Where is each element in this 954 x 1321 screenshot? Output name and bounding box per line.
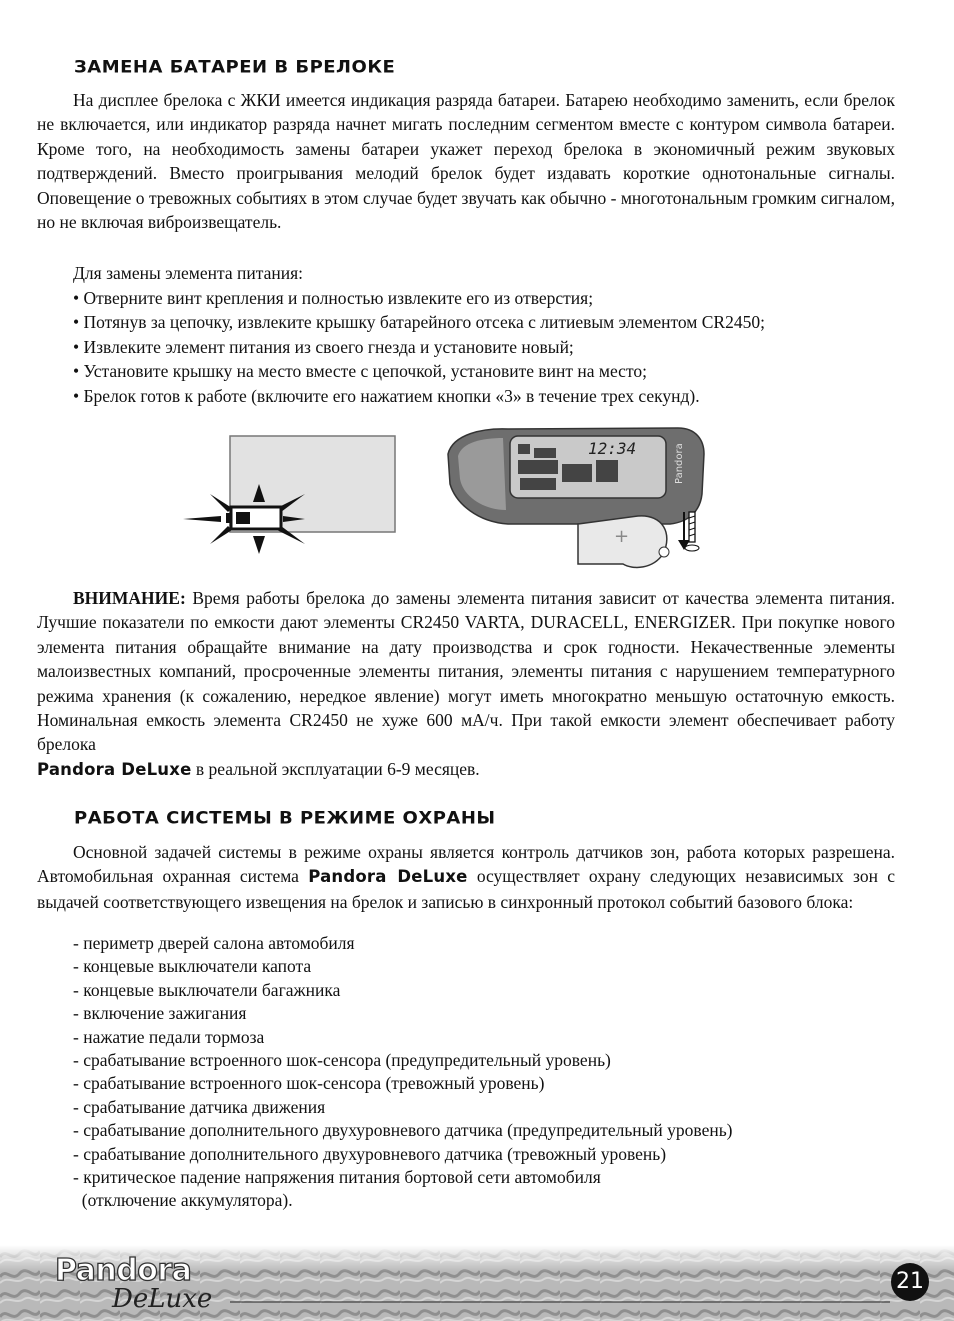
guard-zones-list	[73, 932, 913, 1213]
replacement-steps-list	[73, 286, 913, 408]
battery-low-icon	[226, 507, 281, 529]
zone-item: (отключение аккумулятора).	[73, 1190, 293, 1211]
section-title-guard-mode: РАБОТА СИСТЕМЫ В РЕЖИМЕ ОХРАНЫ	[74, 808, 496, 829]
key-fob-illustration	[438, 424, 718, 574]
zone-item: - нажатие педали тормоза	[73, 1026, 265, 1047]
guard-paragraph: Основной задачей системы в режиме охраны является контроль датчиков зон, работа которых разрешена. Автомобильная охранная система Pandora DeLuxe осуществляет охрану следующих независимых зон с выдачей соответствующего извещения на брелок и записью в синхронный протокол событий базового блока:	[37, 842, 895, 912]
zone-item: - срабатывание дополнительного двухуровневого датчика (тревожный уровень)	[73, 1143, 667, 1164]
step-item: • Извлеките элемент питания из своего гнезда и установите новый;	[73, 336, 574, 357]
attention-paragraph: ВНИМАНИЕ: Время работы брелока до замены элемента питания зависит от качества элемента питания. Лучшие показатели по емкости дают элементы CR2450 VARTA, DURACELL, ENERGIZER. При покупке нового элемента питания обращайте внимание на дату производства и срок годности. Некачественные элементы малоизвестных компаний, просроченные элементы питания, элементы питания с нарушением температурного режима хранения (к сожалению, нередкое явление) могут иметь многократно меньшую остаточную емкость. Номинальная емкость элемента CR2450 не хуже 600 мА/ч. При такой емкости элемент обеспечивает работу брелока Pandora DeLuxe в реальной эксплуатации 6-9 месяцев.	[37, 588, 895, 779]
zone-item: - концевые выключатели багажника	[73, 979, 341, 1000]
step-item: • Брелок готов к работе (включите его нажатием кнопки «3» в течение трех секунд).	[73, 385, 700, 406]
section-title-battery: ЗАМЕНА БАТАРЕИ В БРЕЛОКЕ	[74, 57, 396, 78]
footer-logo-script: DeLuxe	[112, 1284, 213, 1314]
fob-brand-label: Pandora	[674, 443, 685, 484]
zone-item: - срабатывание встроенного шок-сенсора (предупредительный уровень)	[73, 1050, 611, 1071]
zone-item: - срабатывание датчика движения	[73, 1096, 326, 1117]
footer-logo: Pandora	[55, 1253, 192, 1288]
brand-name: Pandora DeLuxe	[37, 759, 192, 779]
zone-item: - срабатывание дополнительного двухуровневого датчика (предупредительный уровень)	[73, 1120, 733, 1141]
zone-item: - концевые выключатели капота	[73, 956, 312, 977]
zone-item: - включение зажигания	[73, 1003, 247, 1024]
page-number: 21	[891, 1263, 929, 1301]
step-item: • Отверните винт крепления и полностью извлеките его из отверстия;	[73, 288, 594, 308]
lcd-battery-illustration	[175, 428, 415, 558]
screw-hole-icon	[659, 547, 669, 557]
battery-paragraph: На дисплее брелока с ЖКИ имеется индикация разряда батареи. Батарею необходимо заменить, если брелок не включается, или индикатор разряда начнет мигать последним сегментом вместе с контуром символа батареи. Кроме того, на необходимость замены батареи укажет переход брелока в экономичный режим звуковых подтверждений. Вместо проигрывания мелодий брелок будет издавать короткие однотональные сигналы. Оповещение о тревожных событиях в этом случае будет звучать как обычно - многотональным громким сигналом, но не включая виброизвещатель.	[37, 90, 895, 233]
lcd-time-readout: 12:34	[588, 439, 637, 458]
plus-mark-icon: +	[614, 526, 630, 547]
zone-item: - срабатывание встроенного шок-сенсора (тревожный уровень)	[73, 1073, 545, 1094]
zone-item: - периметр дверей салона автомобиля	[73, 933, 355, 953]
steps-intro: Для замены элемента питания:	[73, 263, 304, 283]
step-item: • Установите крышку на место вместе с цепочкой, установите винт на место;	[73, 361, 647, 382]
step-item: • Потянув за цепочку, извлеките крышку батарейного отсека с литиевым элементом CR2450;	[73, 312, 765, 333]
attention-label: ВНИМАНИЕ:	[73, 588, 186, 608]
zone-item: - критическое падение напряжения питания бортовой сети автомобиля	[73, 1167, 601, 1188]
brand-name: Pandora DeLuxe	[308, 867, 468, 887]
